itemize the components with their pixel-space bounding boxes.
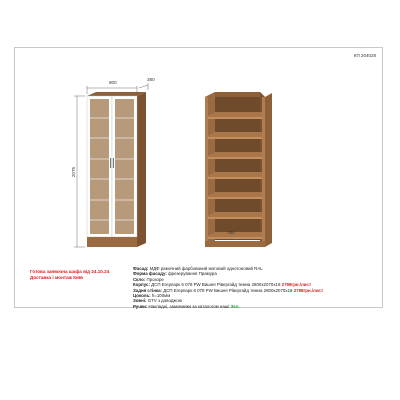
spec-row: Форма фасаду: фрезерування Прамура <box>133 271 217 277</box>
spec-row: Фасад: МДФ рамочний фарбований матовий однотоновий RAL <box>133 266 263 271</box>
spec-row: Скло: Прозоре <box>133 276 164 282</box>
inner-width-label: 764 <box>227 230 235 235</box>
glass-cabinet-illustration <box>87 92 146 247</box>
spec-row: Цоколь: h=100мм <box>133 293 171 299</box>
spec-row: Ручки: Накладні, замовники за каталогом наші Зел. <box>133 303 240 309</box>
spec-row: Зовні: GTV з доводжою <box>133 298 183 304</box>
order-notes <box>30 269 109 281</box>
specification-sheet <box>14 47 383 308</box>
order-note-date: Готова заявочна шафа від 24.10.24 <box>30 269 110 274</box>
spec-row: Задня стінка: ДСП Егерпарк 6 078 PW Вишня Рівергайд темна 2800х2070х18 2798грн./лист <box>133 287 324 293</box>
cabinet-carcass-illustration <box>205 92 272 247</box>
height-label: 2075 <box>71 166 76 178</box>
sheet-code: КП 204028 <box>353 53 376 58</box>
spec-row: Корпус: ДСП Егерпарк 6 078 PW Вишня Рівергайд темна 2800х2070х18 2798грн./лист <box>133 282 312 288</box>
depth-label: 380 <box>147 77 155 82</box>
width-label: 800 <box>109 80 117 85</box>
spec-list <box>133 266 323 309</box>
order-note-delivery: Доставка і монтаж Київ <box>30 275 83 280</box>
